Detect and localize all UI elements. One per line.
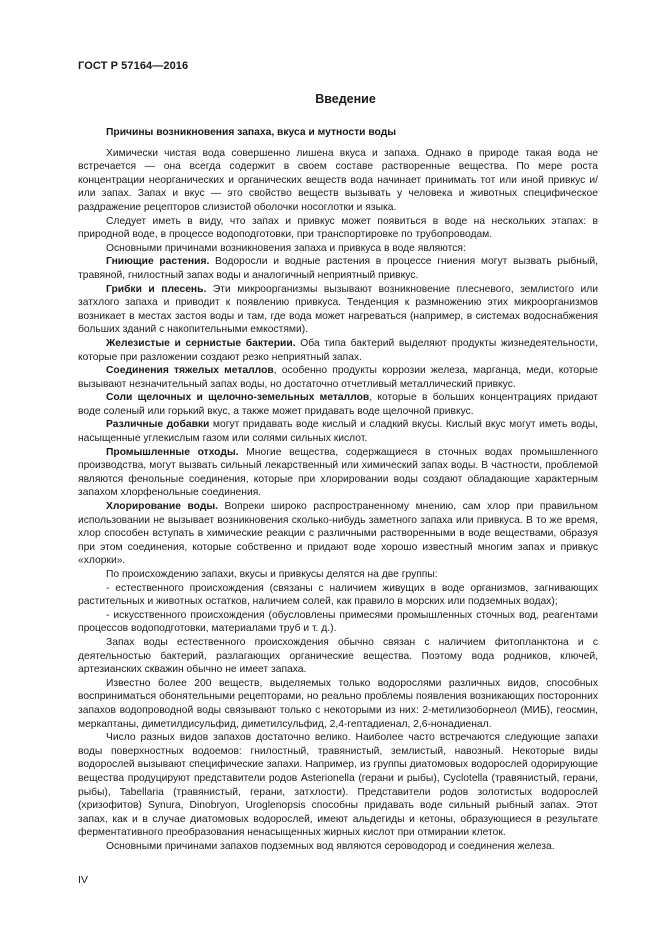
cause-item — [78, 418, 598, 445]
paragraph: Химически чистая вода совершенно лишена вкуса и запаха. Однако в природе такая вода не встречается — она всегда содержит в своем составе растворенные вещества. По мере роста концентрации неорганических и органических веществ вода начинает принимать тот или иной привкус и/или запах. Запах и вкус — это свойство веществ вызывать у человека и животных специфическое раздражение рецепторов слизистой оболочки носоглотки и языка. — [78, 147, 598, 213]
paragraph: Известно более 200 веществ, выделяемых только водорослями различных видов, способных восприниматься обонятельными рецепторами, но реально проблемы появления возникающих посторонних запахов водопроводной воды связывают только с некоторыми из них: 2-метилизоборнеол (МИБ), геосмин, меркаптаны, диметилдисульфид, диметилсульфид, 2,4-гептадиенал, 2,6-нонадиенал. — [78, 677, 598, 730]
paragraph: Следует иметь в виду, что запах и привкус может появиться в воде на нескольких этапах: в природной воде, в процессе водоподготовки, при транспортировке по трубопроводам. — [78, 215, 598, 241]
page-number: IV — [78, 874, 88, 886]
paragraph: Основными причинами запахов подземных вод являются сероводород и соединения железа. — [106, 840, 555, 852]
paragraph: По происхождению запахи, вкусы и привкусы делятся на две группы: — [106, 569, 438, 580]
cause-item — [78, 255, 598, 282]
cause-term: Соединения тяжелых металлов — [106, 365, 274, 377]
cause-text: , особенно продукты коррозии железа, марганца, меди, которые вызывают незначительный запах воды, но достаточно отчетливый металлический привкус. — [78, 365, 598, 390]
cause-item — [78, 446, 598, 500]
document-body — [78, 126, 598, 853]
cause-text: Эти микроорганизмы вызывают возникновение плесневого, землистого или затхлого запаха и приводит к появлению привкуса. Тенденция к размножению этих микроорганизмов возникает в местах застоя воды и там, где вода может нагреваться (например, в системах водоснабжения больших зданий с накопительными емкостями). — [78, 283, 598, 336]
cause-item — [78, 500, 598, 568]
paragraph: Основными причинами возникновения запаха и привкуса в воде являются: — [106, 242, 466, 254]
page-title: Введение — [315, 92, 376, 106]
cause-term: Соли щелочных и щелочно-земельных металлов — [106, 392, 370, 404]
cause-text: Многие вещества, содержащиеся в сточных водах промышленного производства, могут вызвать сильный лекарственный или химический запах воды. В частности, проблемой являются фенольные соединения, которые при хлорировании воды создают обладающие характерным запахом хлорфенольные соединения. — [78, 446, 598, 499]
paragraph: Число разных видов запахов достаточно велико. Наиболее часто встречаются следующие запахи воды поверхностных водоемов: гнилостный, травянистый, землистый, навозный. Некоторые виды водорослей вызывают специфические запахи. Например, из группы диатомовых водорослей одорирующие вещества продуцируют представители родов Asterionella (герани и рыбы), Cyclotella (травянистый, герани, рыбы), Tabellaria (травянистый, герани, затхлости). Представители родов золотистых водорослей (хризофитов) Synura, Dinobryon, Uroglenopsis способны придавать воде сильный рыбный запах. Этот запах, как и в случае диатомовых водорослей, имеют альдегиды и кетоны, образующиеся в результате ферментативного преобразования ненасыщенных жирных кислот при отмирании клеток. — [78, 732, 598, 839]
cause-text: Оба типа бактерий выделяют продукты жизнедеятельности, которые при разложении создают резко неприятный запах. — [78, 337, 599, 363]
paragraph: Запах воды естественного происхождения обычно связан с наличием фитопланктона и с деятельностью бактерий, разлагающих органические вещества. Поэтому вода родников, ключей, артезианских скважин обычно не имеет запаха. — [78, 636, 598, 676]
section-heading: Причины возникновения запаха, вкуса и мутности воды — [106, 127, 397, 138]
cause-term: Различные добавки — [106, 419, 210, 431]
cause-term: Хлорирование воды. — [106, 501, 219, 513]
cause-item — [78, 337, 598, 364]
list-item: - естественного происхождения (связаны с наличием живущих в воде организмов, загнивающих растительных и животных остатков, наличием солей, как правило в морских или подземных водах); — [78, 582, 598, 608]
cause-text: Водоросли и водные растения в процессе гниения могут вызвать рыбный, травяной, гнилостный запах воды и аналогичный неприятный привкус. — [78, 256, 598, 281]
cause-term: Грибки и плесень. — [106, 283, 207, 295]
cause-item — [78, 364, 598, 391]
cause-term: Железистые и сернистые бактерии. — [106, 337, 296, 349]
cause-term: Промышленные отходы. — [106, 446, 239, 458]
cause-text: Вопреки широко распространенному мнению, сам хлор при правильном использовании не вызывает возникновения сколько-нибудь заметного запаха или привкуса. В то же время, хлор способен вступать в химические реакции с различными растворенными в воде веществами, образуя при этом соединения, которые собственно и придают воде хорошо известный многим запах и привкус «хлорки». — [78, 501, 598, 567]
cause-term: Гниющие растения. — [106, 256, 210, 268]
cause-item — [78, 391, 598, 418]
cause-item — [78, 283, 598, 337]
cause-text: , которые в больших концентрациях придают воде соленый или горький вкус, а также может придавать воде щелочной привкус. — [78, 392, 598, 417]
document-number: ГОСТ Р 57164—2016 — [78, 60, 189, 72]
cause-text: могут придавать воде кислый и сладкий вкусы. Кислый вкус могут иметь воды, насыщенные углекислым газом или солями сильных кислот. — [78, 419, 599, 445]
list-item: - искусственного происхождения (обусловлены примесями промышленных сточных вод, реагентами процессов водоподготовки, материалами труб и т. д.). — [78, 609, 598, 635]
